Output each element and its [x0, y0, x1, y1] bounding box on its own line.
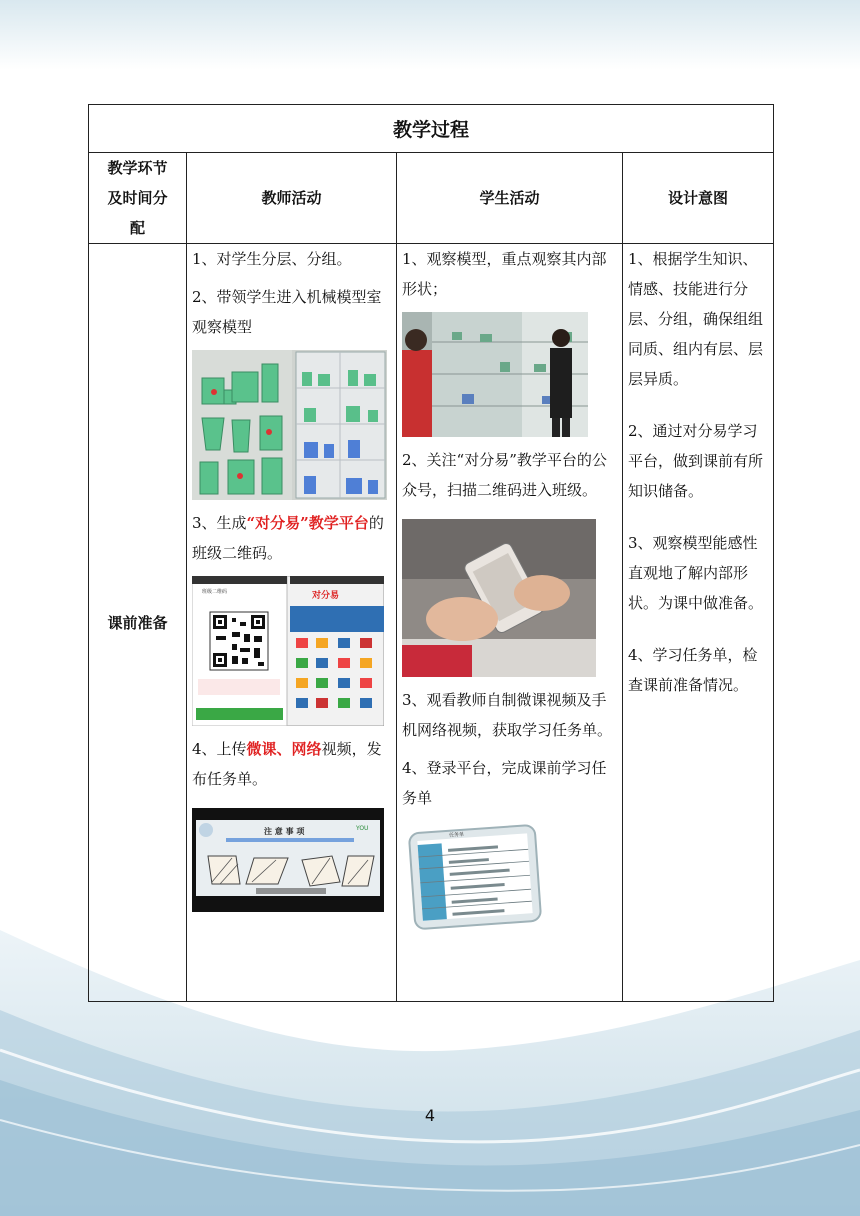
design-intent [623, 244, 774, 1002]
scanning-qr-photo [402, 519, 596, 677]
header-teacher: 教师活动 [187, 153, 397, 244]
teacher-item-4-pre: 4、上传 [192, 740, 247, 758]
table-title: 教学过程 [89, 105, 774, 153]
video-title: 注 意 事 项 [264, 827, 305, 836]
teacher-item-2: 2、带领学生进入机械模型室观察模型 [192, 288, 382, 336]
model-photo [192, 350, 387, 500]
students-observing-photo [402, 312, 588, 437]
qr-code-screenshot [192, 576, 384, 726]
header-stage-label: 教学环节及时间分配 [107, 159, 168, 237]
teacher-item-4-post: 视频，发布任务单。 [192, 740, 382, 788]
teaching-process-table [88, 104, 774, 1002]
design-item-4: 4、学习任务单，检查课前准备情况。 [628, 646, 758, 694]
teacher-item-4 [192, 734, 392, 794]
teacher-item-3-highlight: “对分易”教学平台 [246, 514, 369, 532]
video-brand: YOU [356, 825, 369, 832]
page-number: 4 [424, 1106, 436, 1125]
student-item-3: 3、观看教师自制微课视频及手机网络视频，获取学习任务单。 [402, 691, 613, 739]
header-design: 设计意图 [623, 153, 774, 244]
header-stage [89, 153, 187, 244]
teacher-activities [187, 244, 397, 1002]
micro-lesson-video-frame [192, 808, 384, 912]
qr-screen-title: 班级二维码 [202, 589, 228, 595]
design-item-3: 3、观察模型能感性直观地了解内部形状。为课中做准备。 [628, 534, 764, 612]
teacher-item-4-highlight: 微课、网络 [246, 740, 322, 758]
student-item-2: 2、关注“对分易”教学平台的公众号，扫描二维码进入班级。 [402, 451, 607, 499]
stage-cell: 课前准备 [89, 244, 187, 1002]
student-item-4: 4、登录平台，完成课前学习任务单 [402, 759, 607, 807]
design-item-1: 1、根据学生知识、情感、技能进行分层、分组，确保组组同质、组内有层、层层异质。 [628, 250, 764, 388]
header-student: 学生活动 [397, 153, 623, 244]
task-sheet-image [406, 821, 546, 933]
task-sheet-title: 任务单 [448, 831, 465, 839]
teacher-item-3 [192, 508, 392, 568]
teacher-item-3-post: 的班级二维码。 [192, 514, 384, 562]
platform-logo: 对分易 [312, 591, 340, 601]
teacher-item-1: 1、对学生分层、分组。 [192, 250, 352, 268]
student-activities [397, 244, 623, 1002]
teacher-item-3-pre: 3、生成 [192, 514, 247, 532]
design-item-2: 2、通过对分易学习平台，做到课前有所知识储备。 [628, 422, 764, 500]
student-item-1: 1、观察模型，重点观察其内部形状； [402, 250, 607, 298]
